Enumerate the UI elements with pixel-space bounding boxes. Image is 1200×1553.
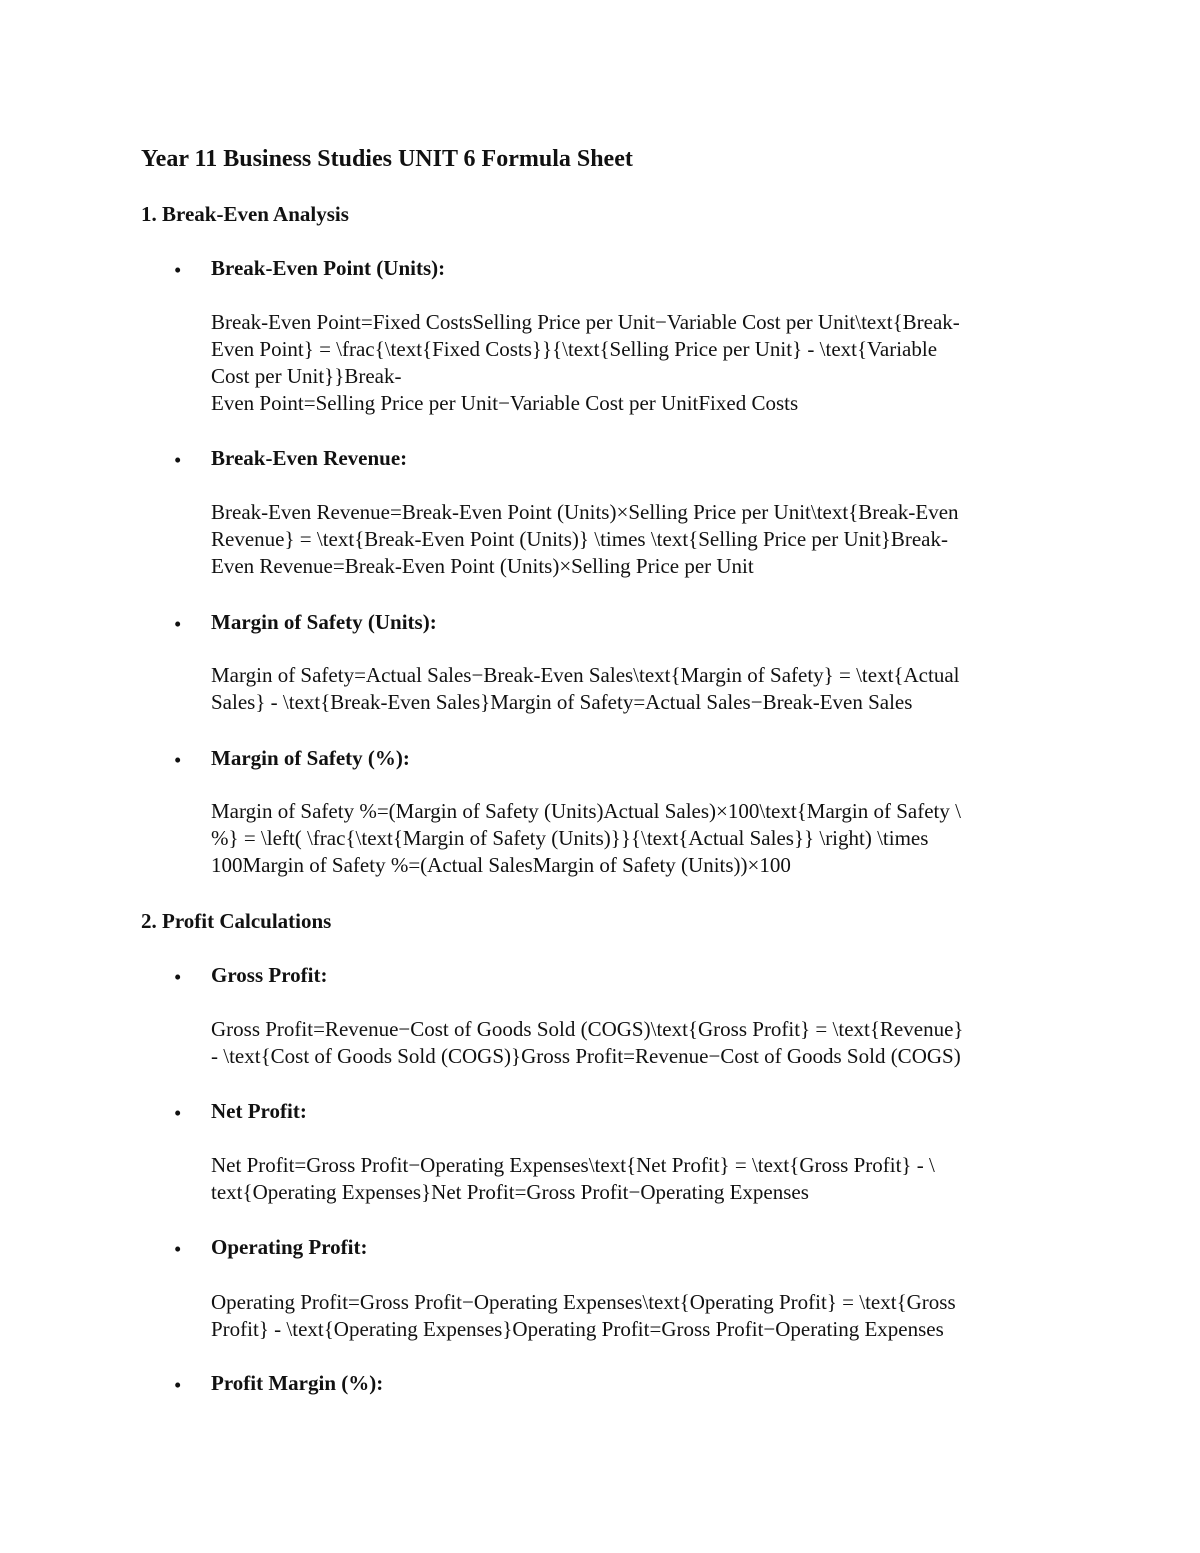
formula-line: Profit} - \text{Operating Expenses}Operating Profit=Gross Profit−Operating Expenses <box>211 1317 944 1341</box>
formula-line: Revenue} = \text{Break-Even Point (Units)} \times \text{Selling Price per Unit}Break- <box>211 527 948 551</box>
item-label-margin-of-safety-percent: Margin of Safety (%): <box>211 746 410 770</box>
formula-line: Net Profit=Gross Profit−Operating Expenses\text{Net Profit} = \text{Gross Profit} - \ <box>211 1153 935 1177</box>
formula-line: Break-Even Revenue=Break-Even Point (Units)×Selling Price per Unit\text{Break-Even <box>211 500 959 524</box>
bullet-icon: • <box>174 612 182 636</box>
bullet-icon: • <box>174 448 182 472</box>
bullet-icon: • <box>174 965 182 989</box>
document-title: Year 11 Business Studies UNIT 6 Formula Sheet <box>141 146 633 172</box>
item-label-gross-profit: Gross Profit: <box>211 963 328 987</box>
section-heading-profit-calculations: 2. Profit Calculations <box>141 909 332 933</box>
formula-line: - \text{Cost of Goods Sold (COGS)}Gross Profit=Revenue−Cost of Goods Sold (COGS) <box>211 1044 961 1068</box>
formula-line: Margin of Safety %=(Margin of Safety (Units)Actual Sales)×100\text{Margin of Safety \ <box>211 799 961 823</box>
bullet-icon: • <box>174 748 182 772</box>
formula-line: text{Operating Expenses}Net Profit=Gross Profit−Operating Expenses <box>211 1180 809 1204</box>
formula-line: Margin of Safety=Actual Sales−Break-Even Sales\text{Margin of Safety} = \text{Actual <box>211 663 960 687</box>
formula-line: Operating Profit=Gross Profit−Operating Expenses\text{Operating Profit} = \text{Gross <box>211 1290 956 1314</box>
bullet-icon: • <box>174 1373 182 1397</box>
formula-line: Even Point=Selling Price per Unit−Variable Cost per UnitFixed Costs <box>211 391 799 415</box>
formula-line: Even Revenue=Break-Even Point (Units)×Selling Price per Unit <box>211 554 754 578</box>
item-label-margin-of-safety-units: Margin of Safety (Units): <box>211 610 437 634</box>
formula-line: 100Margin of Safety %=(Actual SalesMargin of Safety (Units))×100 <box>211 853 791 877</box>
formula-line: Break-Even Point=Fixed CostsSelling Price per Unit−Variable Cost per Unit\text{Break- <box>211 310 960 334</box>
bullet-icon: • <box>174 1237 182 1261</box>
item-label-break-even-revenue: Break-Even Revenue: <box>211 446 408 470</box>
item-label-net-profit: Net Profit: <box>211 1099 307 1123</box>
item-label-operating-profit: Operating Profit: <box>211 1235 368 1259</box>
item-label-break-even-point: Break-Even Point (Units): <box>211 256 446 280</box>
formula-line: Even Point} = \frac{\text{Fixed Costs}}{\text{Selling Price per Unit} - \text{Variable <box>211 337 938 361</box>
item-label-profit-margin-percent: Profit Margin (%): <box>211 1371 384 1395</box>
formula-line: Gross Profit=Revenue−Cost of Goods Sold (COGS)\text{Gross Profit} = \text{Revenue} <box>211 1017 964 1041</box>
formula-line: %} = \left( \frac{\text{Margin of Safety (Units)}}{\text{Actual Sales}} \right) \times <box>211 826 929 850</box>
formula-line: Cost per Unit}}Break- <box>211 364 402 388</box>
bullet-icon: • <box>174 258 182 282</box>
formula-line: Sales} - \text{Break-Even Sales}Margin of Safety=Actual Sales−Break-Even Sales <box>211 690 913 714</box>
section-heading-break-even-analysis: 1. Break-Even Analysis <box>141 202 349 226</box>
bullet-icon: • <box>174 1101 182 1125</box>
